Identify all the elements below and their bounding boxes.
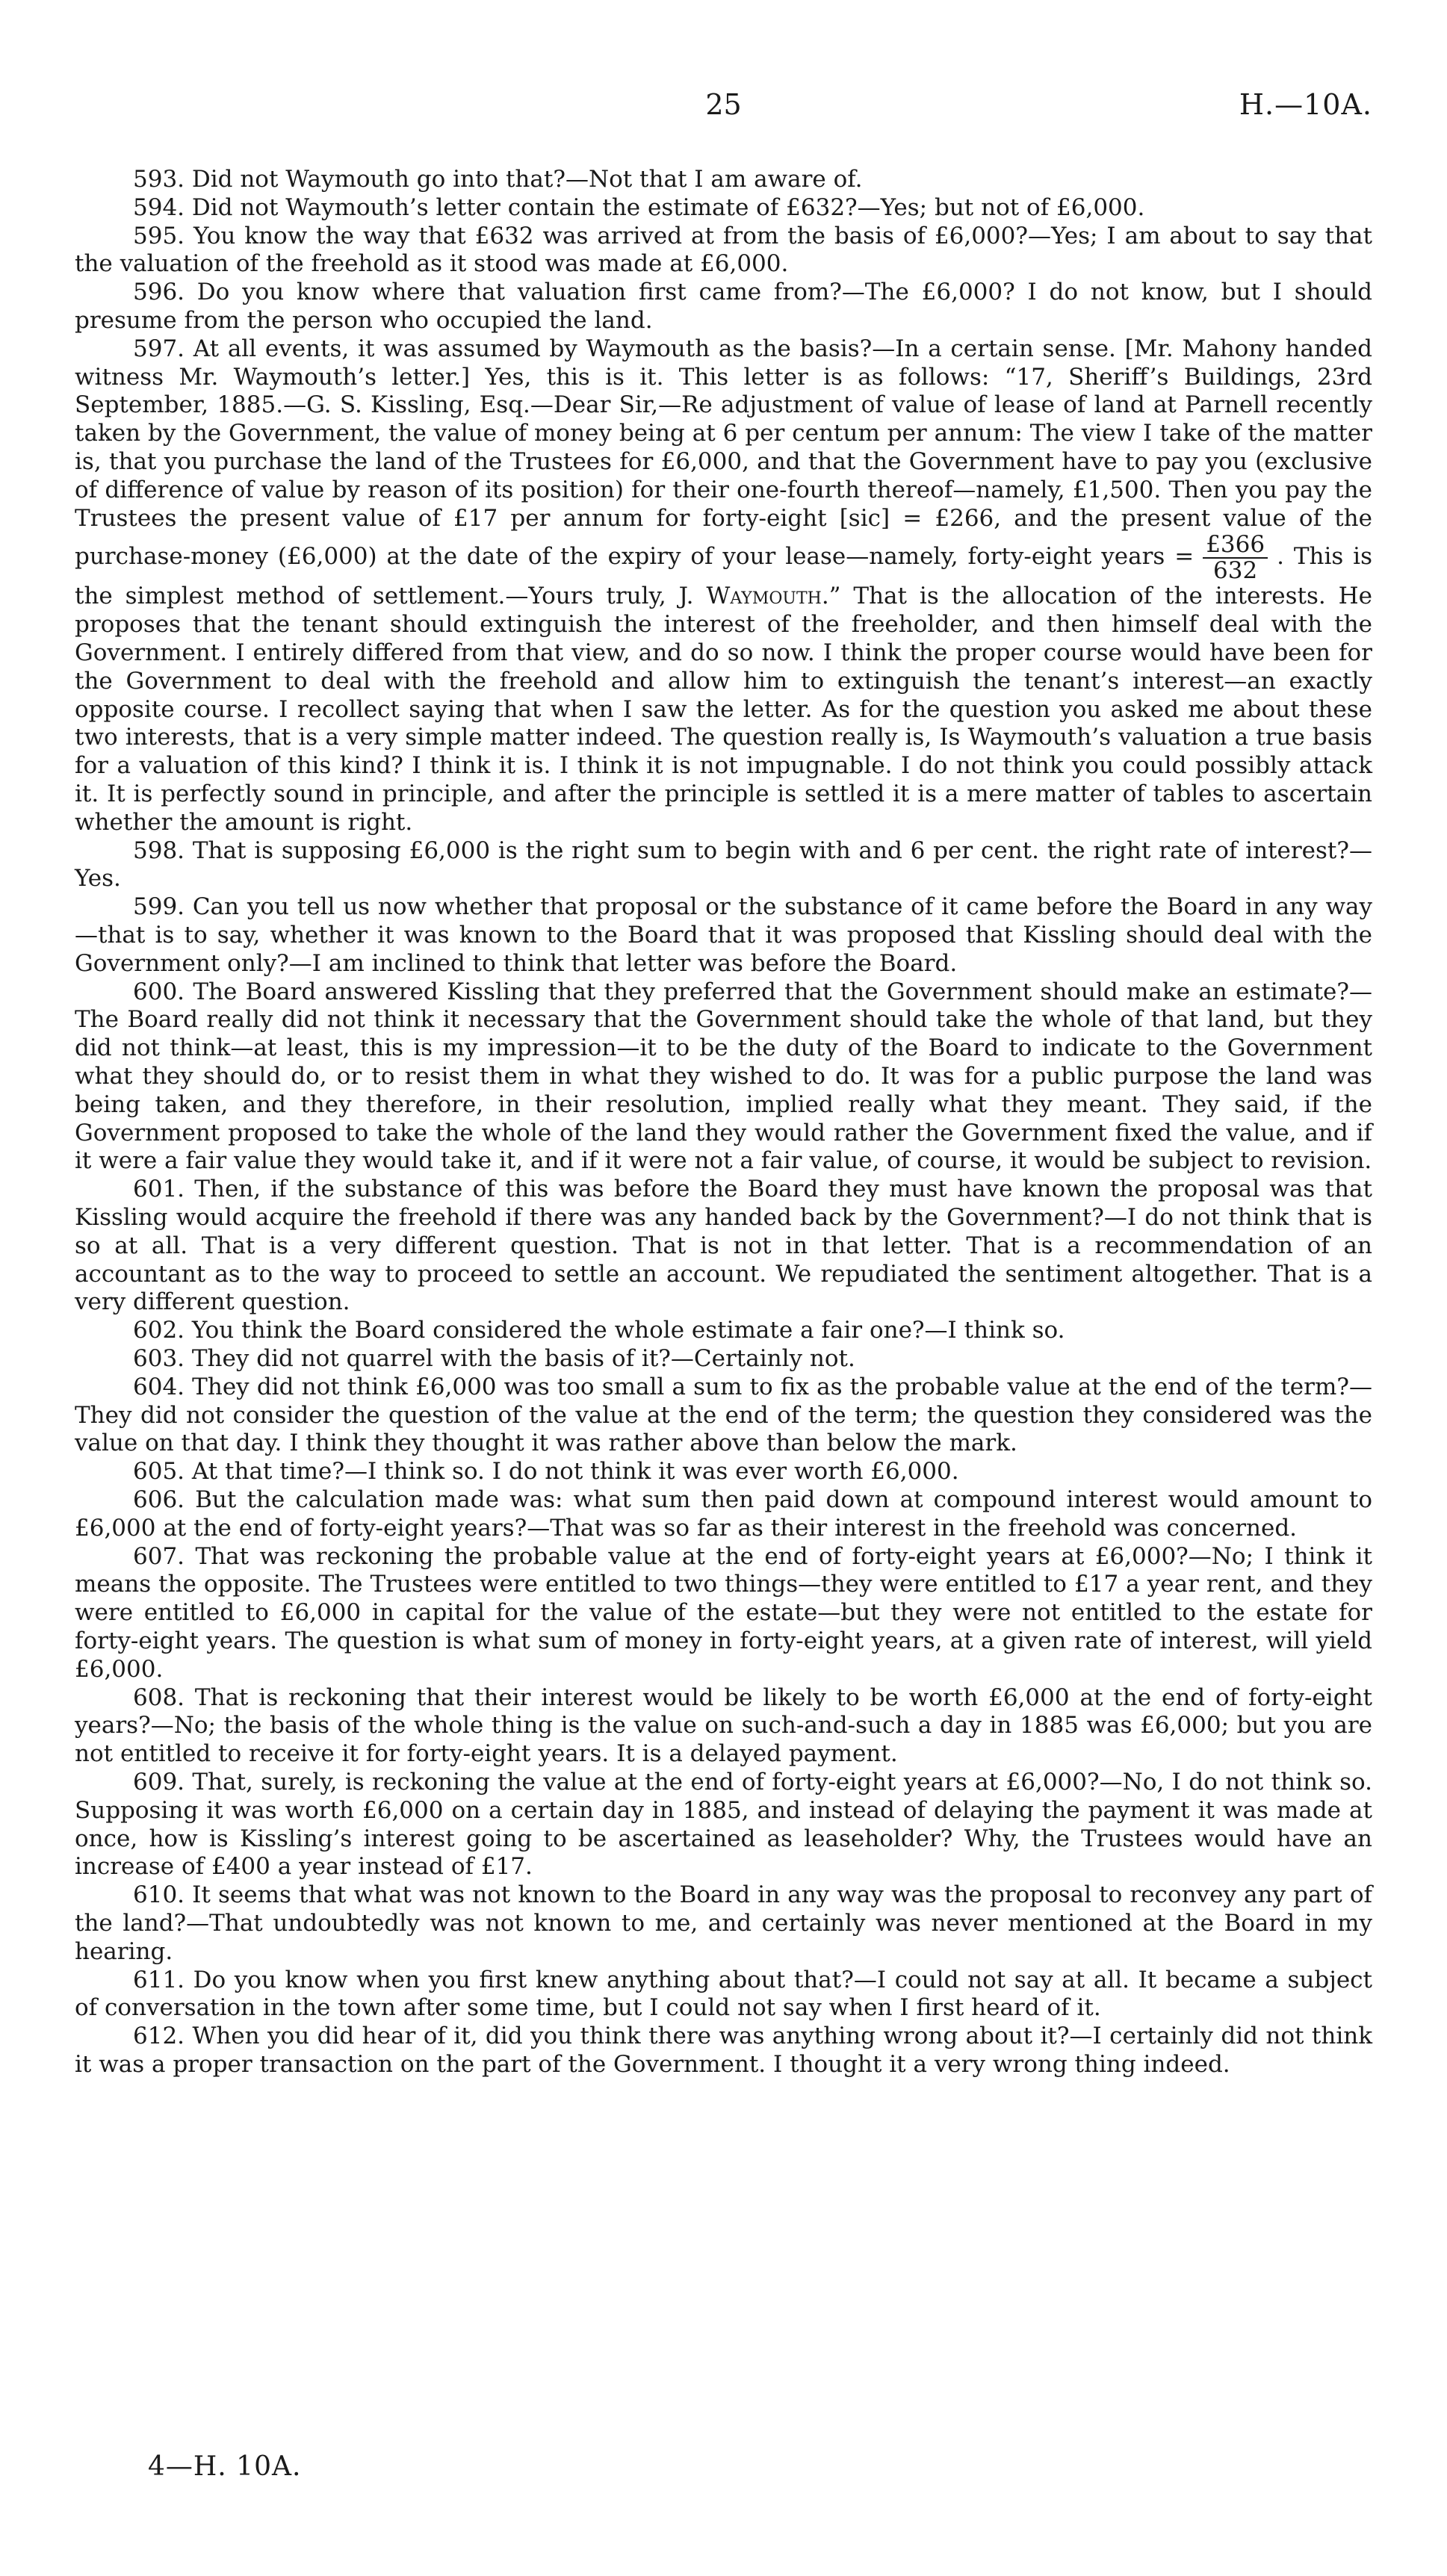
- paragraph-598: 598. That is supposing £6,000 is the right sum to begin with and 6 per cent. the right rate of interest?—Yes.: [75, 837, 1372, 893]
- paragraph-607: 607. That was reckoning the probable value at the end of forty-eight years at £6,000?—No; I think it means the opposite. The Trustees were entitled to two things—they were entitled to £17 a year rent, and they were entitled to £6,000 in capital for the value of the estate—but they were not entitled to the estate for forty-eight years. The question is what sum of money in forty-eight years, at a given rate of interest, will yield £6,000.: [75, 1542, 1372, 1683]
- document-page: [75, 0, 1372, 2576]
- paragraph-603: 603. They did not quarrel with the basis of it?—Certainly not.: [133, 1344, 855, 1372]
- letter-signature: Waymouth: [706, 583, 822, 610]
- paragraph-597: [75, 335, 1372, 837]
- paragraph-604: 604. They did not think £6,000 was too small a sum to fix as the probable value at the end of the term?—They did not consider the question of the value at the end of the term; the question they considered was the value on that day. I think they thought it was rather above than below the mark.: [75, 1373, 1372, 1457]
- document-reference: H.—10A.: [1239, 88, 1372, 121]
- paragraph-595: 595. You know the way that £632 was arrived at from the basis of £6,000?—Yes; I am about to say that the valuation of the freehold as it stood was made at £6,000.: [75, 222, 1372, 278]
- paragraph-601: 601. Then, if the substance of this was before the Board they must have known the proposal was that Kissling would acquire the freehold if there was any handed back by the Government?—I do not think that is so at all. That is a very different question. That is not in that letter. That is a recommendation of an accountant as to the way to proceed to settle an account. We repudiated the sentiment altogether. That is a very different question.: [75, 1176, 1372, 1316]
- present-value-fraction: [1203, 533, 1268, 583]
- paragraph-593: 593. Did not Waymouth go into that?—Not that I am aware of.: [133, 166, 863, 193]
- paragraph-605: 605. At that time?—I think so. I do not think it was ever worth £6,000.: [133, 1458, 959, 1486]
- paragraph-600: 600. The Board answered Kissling that they preferred that the Government should make an estimate?—The Board really did not think it necessary that the Government should take the whole of that land, but they did not think—at least, this is my impression—it to be the duty of the Board to indicate to the Government what they should do, or to resist them in what they wished to do. It was for a public purpose the land was being taken, and they therefore, in their resolution, implied really what they meant. They said, if the Government proposed to take the whole of the land they would rather the Government fixed the value, and if it were a fair value they would take it, and if it were not a fair value, of course, it would be subject to revision.: [75, 978, 1372, 1175]
- paragraph-610: 610. It seems that what was not known to the Board in any way was the proposal to reconvey any part of the land?—That undoubtedly was not known to me, and certainly was never mentioned at the Board in my hearing.: [75, 1881, 1372, 1965]
- page-header: [75, 88, 1372, 133]
- fraction-numerator: £366: [1203, 533, 1268, 559]
- paragraph-597-text-a: 597. At all events, it was assumed by Waymouth as the basis?—In a certain sense. [Mr. Mahony handed witness Mr. Waymouth’s letter.] Yes, this is it. This letter is as follows: “17, Sheriff’s Buildings, 23rd September, 1885.—G. S. Kissling, Esq.—Dear Sir,—Re adjustment of value of lease of land at Parnell recently taken by the Government, the value of money being at 6 per centum per annum: The view I take of the matter is, that you purchase the land of the Trustees for £6,000, and that the Government have to pay you (exclusive of difference of value by reason of its position) for their one-fourth thereof—namely, £1,500. Then you pay the Trustees the present value of £17 per annum for forty-eight [sic] = £266, and the present value of the purchase-money (£6,000) at the date of the expiry of your lease—namely, forty-eight years =: [75, 335, 1372, 571]
- sheet-signature-reference: 4—H. 10A.: [148, 2451, 302, 2482]
- page-number: 25: [705, 88, 742, 121]
- paragraph-597-text-b: . This is the simplest method of settlement.—Yours truly, J.: [75, 543, 1372, 610]
- paragraph-599: 599. Can you tell us now whether that proposal or the substance of it came before the Board in any way—that is to say, whether it was known to the Board that it was proposed that Kissling should deal with the Government only?—I am inclined to think that letter was before the Board.: [75, 893, 1372, 977]
- fraction-denominator: 632: [1213, 556, 1258, 584]
- paragraph-611: 611. Do you know when you first knew anything about that?—I could not say at all. It became a subject of conversation in the town after some time, but I could not say when I first heard of it.: [75, 1966, 1372, 2022]
- paragraph-606: 606. But the calculation made was: what sum then paid down at compound interest would amount to £6,000 at the end of forty-eight years?—That was so far as their interest in the freehold was concerned.: [75, 1486, 1372, 1542]
- paragraph-597-text-c: .” That is the allocation of the interests. He proposes that the tenant should extinguish the interest of the freeholder, and then himself deal with the Government. I entirely differed from that view, and do so now. I think the proper course would have been for the Government to deal with the freehold and allow him to extinguish the tenant’s interest—an exactly opposite course. I recollect saying that when I saw the letter. As for the question you asked me about these two interests, that is a very simple matter indeed. The question really is, Is Waymouth’s valuation a true basis for a valuation of this kind? I think it is. I think it is not impugnable. I do not think you could possibly attack it. It is perfectly sound in principle, and after the principle is settled it is a mere matter of tables to ascertain whether the amount is right.: [75, 583, 1372, 836]
- paragraph-594: 594. Did not Waymouth’s letter contain the estimate of £632?—Yes; but not of £6,000.: [133, 193, 1145, 221]
- paragraph-609: 609. That, surely, is reckoning the value at the end of forty-eight years at £6,000?—No, I do not think so. Supposing it was worth £6,000 on a certain day in 1885, and instead of delaying the payment it was made at once, how is Kissling’s interest going to be ascertained as leaseholder? Why, the Trustees would have an increase of £400 a year instead of £17.: [75, 1768, 1372, 1881]
- body-text: [75, 166, 1372, 2079]
- paragraph-596: 596. Do you know where that valuation first came from?—The £6,000? I do not know, but I should presume from the person who occupied the land.: [75, 279, 1372, 334]
- paragraph-608: 608. That is reckoning that their interest would be likely to be worth £6,000 at the end of forty-eight years?—No; the basis of the whole thing is the value on such-and-such a day in 1885 was £6,000; but you are not entitled to receive it for forty-eight years. It is a delayed payment.: [75, 1683, 1372, 1768]
- paragraph-612: 612. When you did hear of it, did you think there was anything wrong about it?—I certainly did not think it was a proper transaction on the part of the Government. I thought it a very wrong thing indeed.: [75, 2023, 1372, 2078]
- paragraph-602: 602. You think the Board considered the whole estimate a fair one?—I think so.: [133, 1317, 1065, 1344]
